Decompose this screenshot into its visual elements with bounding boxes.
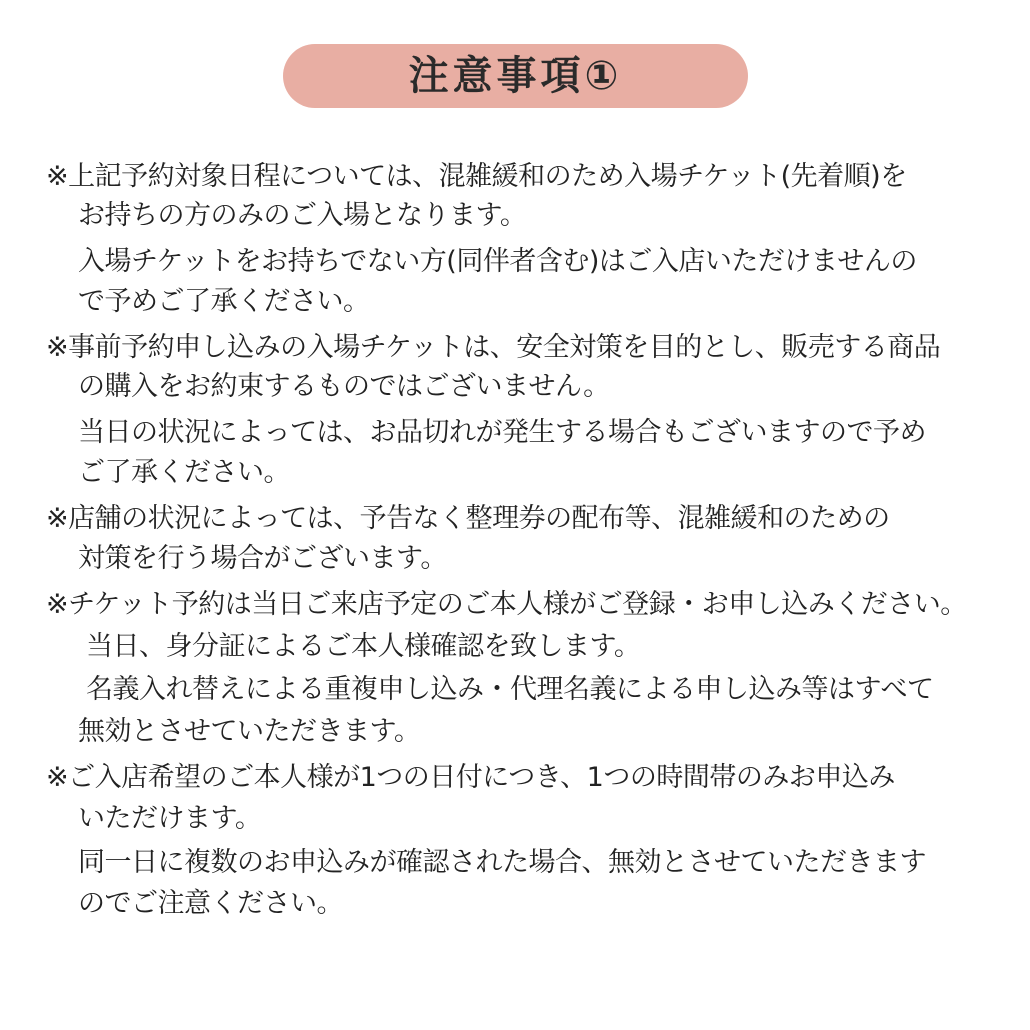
note-line: 入場チケットをお持ちでない方(同伴者含む)はご入店いただけませんの [78, 246, 917, 277]
note-line: のでご注意ください。 [78, 888, 343, 919]
page-title: 注意事項① [408, 53, 623, 99]
note-line: 名義入れ替えによる重複申し込み・代理名義による申し込み等はすべて [86, 674, 934, 705]
note-line: 無効とさせていただきます。 [78, 716, 421, 747]
note-line: ご了承ください。 [78, 457, 290, 488]
note-line: いただけます。 [78, 803, 262, 834]
note-line: の購入をお約束するものではございません。 [78, 371, 610, 402]
note-line: ※事前予約申し込みの入場チケットは、安全対策を目的とし、販売する商品 [46, 332, 941, 363]
note-line: で予めご了承ください。 [78, 286, 370, 317]
note-line: 同一日に複数のお申込みが確認された場合、無効とさせていただきます [78, 847, 926, 878]
note-line: ※店舗の状況によっては、予告なく整理券の配布等、混雑緩和のための [46, 503, 890, 534]
note-line: ※上記予約対象日程については、混雑緩和のため入場チケット(先着順)を [46, 161, 907, 192]
note-line: お持ちの方のみのご入場となります。 [78, 200, 527, 231]
note-line: 当日、身分証によるご本人様確認を致します。 [86, 631, 641, 662]
note-line: 当日の状況によっては、お品切れが発生する場合もございますので予め [78, 417, 926, 448]
note-line: ※ご入店希望のご本人様が1つの日付につき、1つの時間帯のみお申込み [46, 762, 895, 793]
note-line: ※チケット予約は当日ご来店予定のご本人様がご登録・お申し込みください。 [46, 589, 967, 620]
note-line: 対策を行う場合がございます。 [78, 543, 447, 574]
